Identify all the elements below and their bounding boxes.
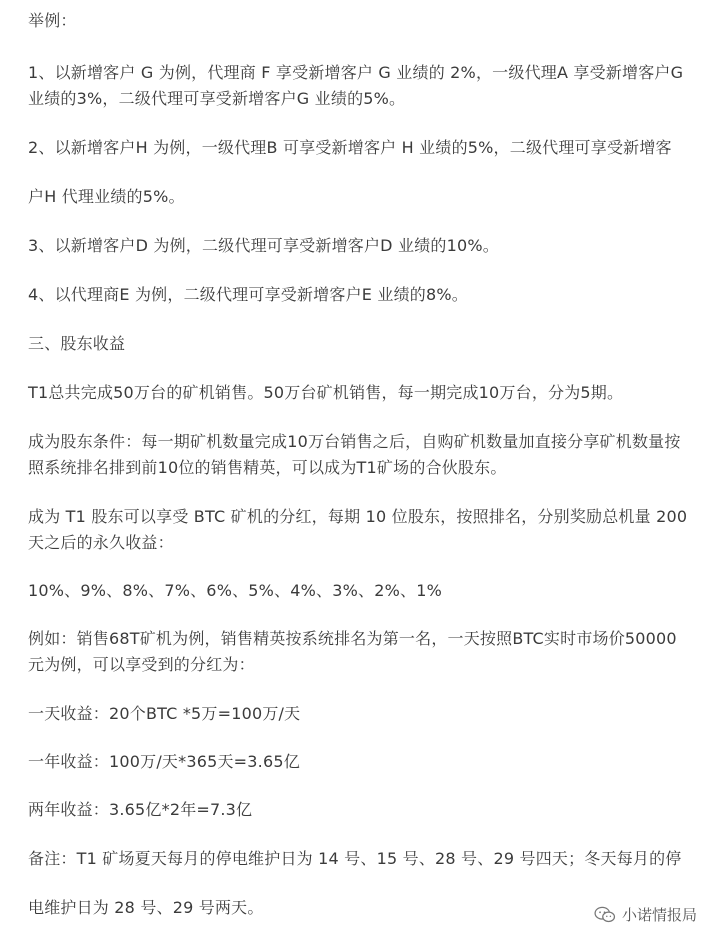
section-heading: 三、股东收益 [28,334,126,353]
example-3: 3、以新增客户D 为例，二级代理可享受新增客户D 业绩的10%。 [28,236,499,255]
dividend-percentages: 10%、9%、8%、7%、6%、5%、4%、3%、2%、1% [28,581,443,600]
shareholder-conditions: 成为股东条件：每一期矿机数量完成10万台销售之后，自购矿机数量加直接分享矿机数量按照系统排名排到前10位的销售精英，可以成为T1矿场的合伙股东。 [28,432,681,477]
dividend-description: 成为 T1 股东可以享受 BTC 矿机的分红，每期 10 位股东，按照排名，分别奖励总机量 200 天之后的永久收益： [28,507,688,552]
sample-calculation: 例如：销售68T矿机为例，销售精英按系统排名为第一名，一天按照BTC实时市场价50000 元为例，可以享受到的分红为： [28,629,677,674]
wechat-icon [594,906,616,924]
example-heading: 举例： [28,11,77,30]
two-year-earnings: 两年收益：3.65亿*2年=7.3亿 [28,800,253,819]
daily-earnings: 一天收益：20个BTC *5万=100万/天 [28,704,301,723]
maintenance-note-line-1: 备注：T1 矿场夏天每月的停电维护日为 14 号、15 号、28 号、29 号四天；冬天每月的停 [28,849,682,868]
example-2-line-1: 2、以新增客户H 为例，一级代理B 可享受新增客户 H 业绩的5%，二级代理可享受新增客 [28,138,672,157]
example-4: 4、以代理商E 为例，二级代理可享受新增客户E 业绩的8%。 [28,285,468,304]
example-1: 1、以新增客户 G 为例，代理商 F 享受新增客户 G 业绩的 2%，一级代理A 享受新增客户G 业绩的3%，二级代理可享受新增客户G 业绩的5%。 [28,63,684,108]
t1-sales-summary: T1总共完成50万台的矿机销售。50万台矿机销售，每一期完成10万台，分为5期。 [28,383,624,402]
maintenance-note-line-2: 电维护日为 28 号、29 号两天。 [28,898,264,917]
watermark-label: 小诺情报局 [621,906,697,924]
watermark [594,902,697,928]
yearly-earnings: 一年收益：100万/天*365天=3.65亿 [28,752,300,771]
example-2-line-2: 户H 代理业绩的5%。 [28,187,185,206]
